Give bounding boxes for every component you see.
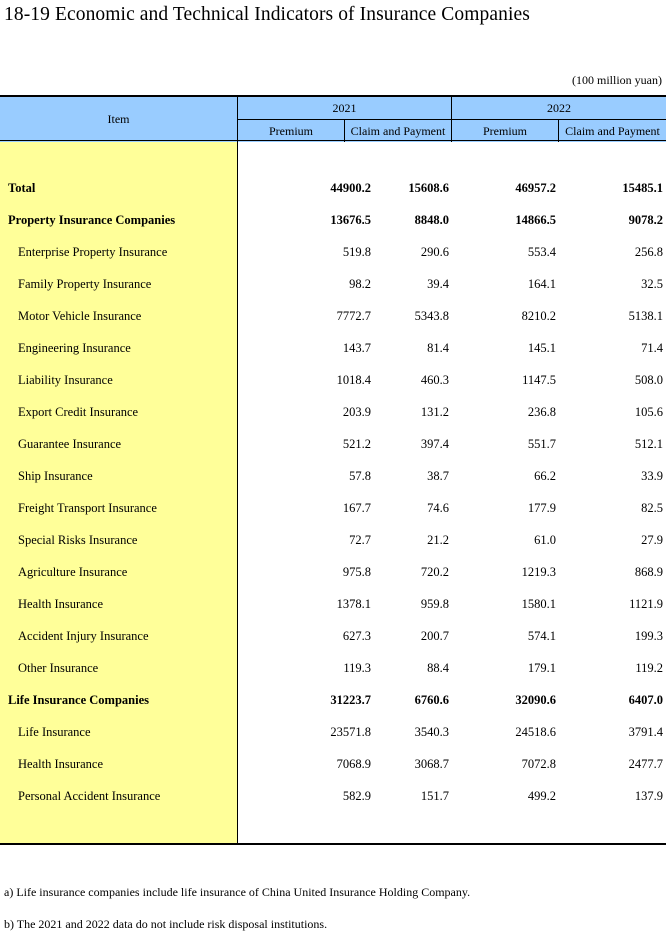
row-value: 8848.0 bbox=[414, 212, 449, 227]
table-row bbox=[0, 300, 666, 332]
row-value: 551.7 bbox=[527, 436, 556, 451]
row-value: 33.9 bbox=[641, 468, 663, 483]
table-row bbox=[0, 364, 666, 396]
row-value: 74.6 bbox=[427, 500, 449, 515]
row-value: 1018.4 bbox=[336, 372, 371, 387]
row-value: 31223.7 bbox=[330, 692, 371, 707]
row-value: 203.9 bbox=[342, 404, 371, 419]
table-bottom-rule bbox=[0, 843, 666, 845]
table-row bbox=[0, 172, 666, 204]
row-label: Guarantee Insurance bbox=[18, 436, 122, 451]
row-value: 2477.7 bbox=[628, 756, 663, 771]
row-value: 119.2 bbox=[635, 660, 663, 675]
row-value: 519.8 bbox=[342, 244, 371, 259]
header-year-2021: 2021 bbox=[332, 100, 357, 115]
row-label: Property Insurance Companies bbox=[8, 212, 176, 227]
row-label: Accident Injury Insurance bbox=[18, 628, 149, 643]
row-label: Health Insurance bbox=[18, 596, 104, 611]
row-value: 119.3 bbox=[343, 660, 371, 675]
row-value: 1121.9 bbox=[629, 596, 663, 611]
row-label: Life Insurance Companies bbox=[8, 692, 149, 707]
row-label: Motor Vehicle Insurance bbox=[18, 308, 142, 323]
header-bottom-rule bbox=[0, 140, 666, 141]
row-value: 131.2 bbox=[420, 404, 449, 419]
row-value: 15485.1 bbox=[622, 180, 663, 195]
row-value: 290.6 bbox=[420, 244, 449, 259]
row-value: 88.4 bbox=[427, 660, 449, 675]
row-value: 24518.6 bbox=[515, 724, 556, 739]
row-value: 256.8 bbox=[634, 244, 663, 259]
row-value: 553.4 bbox=[527, 244, 556, 259]
row-value: 32.5 bbox=[641, 276, 663, 291]
row-value: 199.3 bbox=[634, 628, 663, 643]
row-value: 582.9 bbox=[342, 788, 371, 803]
row-label: Total bbox=[8, 180, 36, 195]
table-row bbox=[0, 556, 666, 588]
table-row bbox=[0, 588, 666, 620]
table-row bbox=[0, 332, 666, 364]
row-value: 1580.1 bbox=[521, 596, 556, 611]
header-premium-2022: Premium bbox=[483, 123, 527, 138]
header-vline bbox=[558, 119, 559, 142]
row-value: 1147.5 bbox=[522, 372, 556, 387]
page-title: 18-19 Economic and Technical Indicators of Insurance Companies bbox=[4, 4, 530, 25]
row-value: 574.1 bbox=[527, 628, 556, 643]
table-row bbox=[0, 620, 666, 652]
table-row bbox=[0, 492, 666, 524]
row-value: 38.7 bbox=[427, 468, 449, 483]
row-value: 236.8 bbox=[527, 404, 556, 419]
row-value: 66.2 bbox=[534, 468, 556, 483]
header-year-2022: 2022 bbox=[547, 100, 571, 115]
row-value: 627.3 bbox=[342, 628, 371, 643]
table-row bbox=[0, 716, 666, 748]
header-item: Item bbox=[107, 112, 130, 126]
table-row bbox=[0, 396, 666, 428]
table-row bbox=[0, 524, 666, 556]
row-value: 8210.2 bbox=[521, 308, 556, 323]
row-value: 1219.3 bbox=[521, 564, 556, 579]
row-value: 39.4 bbox=[427, 276, 449, 291]
row-value: 81.4 bbox=[427, 340, 449, 355]
row-value: 21.2 bbox=[427, 532, 449, 547]
row-value: 151.7 bbox=[420, 788, 449, 803]
header-vline bbox=[344, 119, 345, 142]
row-value: 9078.2 bbox=[628, 212, 663, 227]
row-value: 167.7 bbox=[342, 500, 371, 515]
row-value: 868.9 bbox=[634, 564, 663, 579]
row-value: 460.3 bbox=[420, 372, 449, 387]
row-value: 27.9 bbox=[641, 532, 663, 547]
header-claim-2021: Claim and Payment bbox=[350, 123, 446, 138]
row-value: 508.0 bbox=[634, 372, 663, 387]
row-value: 720.2 bbox=[420, 564, 449, 579]
row-label: Life Insurance bbox=[18, 724, 91, 739]
row-value: 82.5 bbox=[641, 500, 663, 515]
row-value: 6760.6 bbox=[414, 692, 449, 707]
row-value: 98.2 bbox=[349, 276, 371, 291]
row-value: 164.1 bbox=[527, 276, 556, 291]
row-value: 3791.4 bbox=[628, 724, 663, 739]
row-value: 61.0 bbox=[534, 532, 556, 547]
table-row bbox=[0, 780, 666, 812]
row-value: 179.1 bbox=[527, 660, 556, 675]
row-label: Personal Accident Insurance bbox=[18, 788, 161, 803]
row-value: 13676.5 bbox=[330, 212, 371, 227]
row-value: 7072.8 bbox=[521, 756, 556, 771]
row-label: Agriculture Insurance bbox=[18, 564, 128, 579]
row-value: 3540.3 bbox=[414, 724, 449, 739]
row-label: Enterprise Property Insurance bbox=[18, 244, 168, 259]
row-value: 143.7 bbox=[342, 340, 371, 355]
row-label: Freight Transport Insurance bbox=[18, 500, 157, 515]
header-claim-2022: Claim and Payment bbox=[565, 123, 660, 138]
table-row bbox=[0, 652, 666, 684]
row-value: 959.8 bbox=[420, 596, 449, 611]
header-divider bbox=[238, 119, 666, 120]
row-value: 57.8 bbox=[349, 468, 371, 483]
row-value: 521.2 bbox=[342, 436, 371, 451]
row-value: 23571.8 bbox=[330, 724, 371, 739]
table-row bbox=[0, 236, 666, 268]
row-value: 72.7 bbox=[349, 532, 371, 547]
row-label: Family Property Insurance bbox=[18, 276, 152, 291]
footnote-b: b) The 2021 and 2022 data do not include risk disposal institutions. bbox=[4, 917, 328, 931]
row-value: 46957.2 bbox=[515, 180, 556, 195]
unit-label: (100 million yuan) bbox=[572, 73, 662, 87]
header-vline bbox=[451, 97, 452, 142]
indicators-table bbox=[0, 95, 666, 845]
table-row bbox=[0, 204, 666, 236]
row-label: Other Insurance bbox=[18, 660, 99, 675]
row-value: 7068.9 bbox=[336, 756, 371, 771]
footnote-a: a) Life insurance companies include life insurance of China United Insurance Holding Company. bbox=[4, 885, 471, 899]
header-premium-2021: Premium bbox=[269, 123, 313, 138]
row-label: Liability Insurance bbox=[18, 372, 113, 387]
row-value: 145.1 bbox=[527, 340, 556, 355]
row-value: 137.9 bbox=[634, 788, 663, 803]
row-value: 200.7 bbox=[420, 628, 449, 643]
row-value: 71.4 bbox=[641, 340, 663, 355]
row-value: 105.6 bbox=[634, 404, 663, 419]
row-value: 7772.7 bbox=[336, 308, 371, 323]
row-value: 6407.0 bbox=[628, 692, 663, 707]
table-row bbox=[0, 460, 666, 492]
table-row bbox=[0, 428, 666, 460]
row-label: Export Credit Insurance bbox=[18, 404, 139, 419]
row-value: 5343.8 bbox=[414, 308, 449, 323]
row-value: 177.9 bbox=[527, 500, 556, 515]
row-label: Ship Insurance bbox=[18, 468, 93, 483]
row-value: 14866.5 bbox=[515, 212, 556, 227]
row-value: 397.4 bbox=[420, 436, 449, 451]
row-value: 5138.1 bbox=[628, 308, 663, 323]
row-label: Engineering Insurance bbox=[18, 340, 131, 355]
table-header bbox=[0, 95, 666, 142]
row-label: Health Insurance bbox=[18, 756, 104, 771]
table-row bbox=[0, 748, 666, 780]
table-row bbox=[0, 684, 666, 716]
row-value: 32090.6 bbox=[515, 692, 556, 707]
row-value: 15608.6 bbox=[408, 180, 449, 195]
row-label: Special Risks Insurance bbox=[18, 532, 138, 547]
row-value: 44900.2 bbox=[330, 180, 371, 195]
row-value: 975.8 bbox=[342, 564, 371, 579]
row-value: 512.1 bbox=[634, 436, 663, 451]
row-value: 499.2 bbox=[527, 788, 556, 803]
table-row bbox=[0, 268, 666, 300]
row-value: 1378.1 bbox=[336, 596, 371, 611]
row-value: 3068.7 bbox=[414, 756, 449, 771]
